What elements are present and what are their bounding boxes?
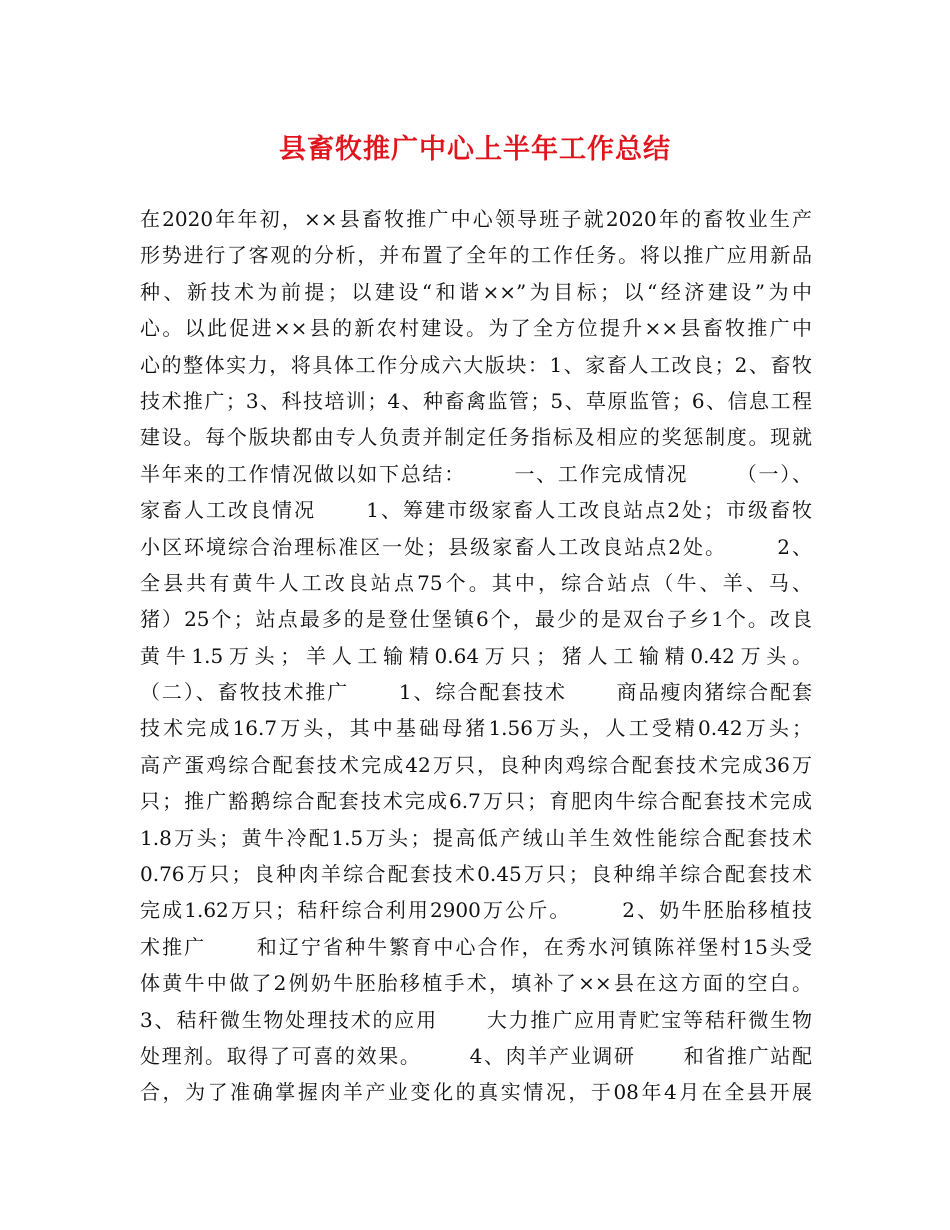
body-line: 半年来的工作情况做以如下总结： 一、工作完成情况 （一）、: [140, 461, 812, 486]
body-line: 技术推广；3、科技培训；4、种畜禽监管；5、草原监管；6、信息工程: [140, 388, 812, 413]
body-line: 建设。每个版块都由专人负责并制定任务指标及相应的奖惩制度。现就: [140, 425, 812, 450]
body-line: 处理剂。取得了可喜的效果。 4、肉羊产业调研 和省推广站配: [140, 1043, 812, 1068]
body-line: 3、秸秆微生物处理技术的应用 大力推广应用青贮宝等秸秆微生物: [140, 1007, 812, 1032]
body-line: 完成1.62万只；秸秆综合利用2900万公斤。 2、奶牛胚胎移植技: [140, 898, 812, 923]
body-line: （二）、畜牧技术推广 1、综合配套技术 商品瘦肉猪综合配套: [140, 680, 812, 705]
body-line: 术推广 和辽宁省种牛繁育中心合作，在秀水河镇陈祥堡村15头受: [140, 934, 812, 959]
body-line: 0.76万只；良种肉羊综合配套技术0.45万只；良种绵羊综合配套技术: [140, 862, 812, 887]
body-line: 全县共有黄牛人工改良站点75个。其中，综合站点（牛、羊、马、: [140, 570, 812, 595]
body-line: 合，为了准确掌握肉羊产业变化的真实情况，于08年4月在全县开展: [140, 1080, 812, 1105]
body-line: 1.8万头；黄牛冷配1.5万头；提高低产绒山羊生效性能综合配套技术: [140, 825, 812, 850]
body-line: 高产蛋鸡综合配套技术完成42万只，良种肉鸡综合配套技术完成36万: [140, 752, 812, 777]
body-line: 形势进行了客观的分析，并布置了全年的工作任务。将以推广应用新品: [140, 243, 812, 268]
body-line: 种、新技术为前提；以建设“和谐××”为目标；以“经济建设”为中: [140, 279, 812, 304]
body-line: 小区环境综合治理标准区一处；县级家畜人工改良站点2处。 2、: [140, 534, 812, 559]
document-body: [140, 201, 812, 1111]
body-line: 黄牛1.5万头；羊人工输精0.64万只；猪人工输精0.42万头。: [140, 643, 812, 668]
document-title: 县畜牧推广中心上半年工作总结: [279, 134, 671, 165]
body-line: 体黄牛中做了2例奶牛胚胎移植手术，填补了××县在这方面的空白。: [140, 971, 812, 996]
body-line: 心。以此促进××县的新农村建设。为了全方位提升××县畜牧推广中: [140, 316, 812, 341]
body-line: 家畜人工改良情况 1、筹建市级家畜人工改良站点2处；市级畜牧: [140, 498, 812, 523]
body-line: 只；推广豁鹅综合配套技术完成6.7万只；育肥肉牛综合配套技术完成: [140, 789, 812, 814]
body-line: 在2020年年初，××县畜牧推广中心领导班子就2020年的畜牧业生产: [140, 207, 812, 231]
body-line: 猪）25个；站点最多的是登仕堡镇6个，最少的是双台子乡1个。改良: [140, 607, 812, 632]
body-line: 技术完成16.7万头，其中基础母猪1.56万头，人工受精0.42万头；: [140, 716, 812, 741]
body-line: 心的整体实力，将具体工作分成六大版块：1、家畜人工改良；2、畜牧: [140, 352, 812, 377]
